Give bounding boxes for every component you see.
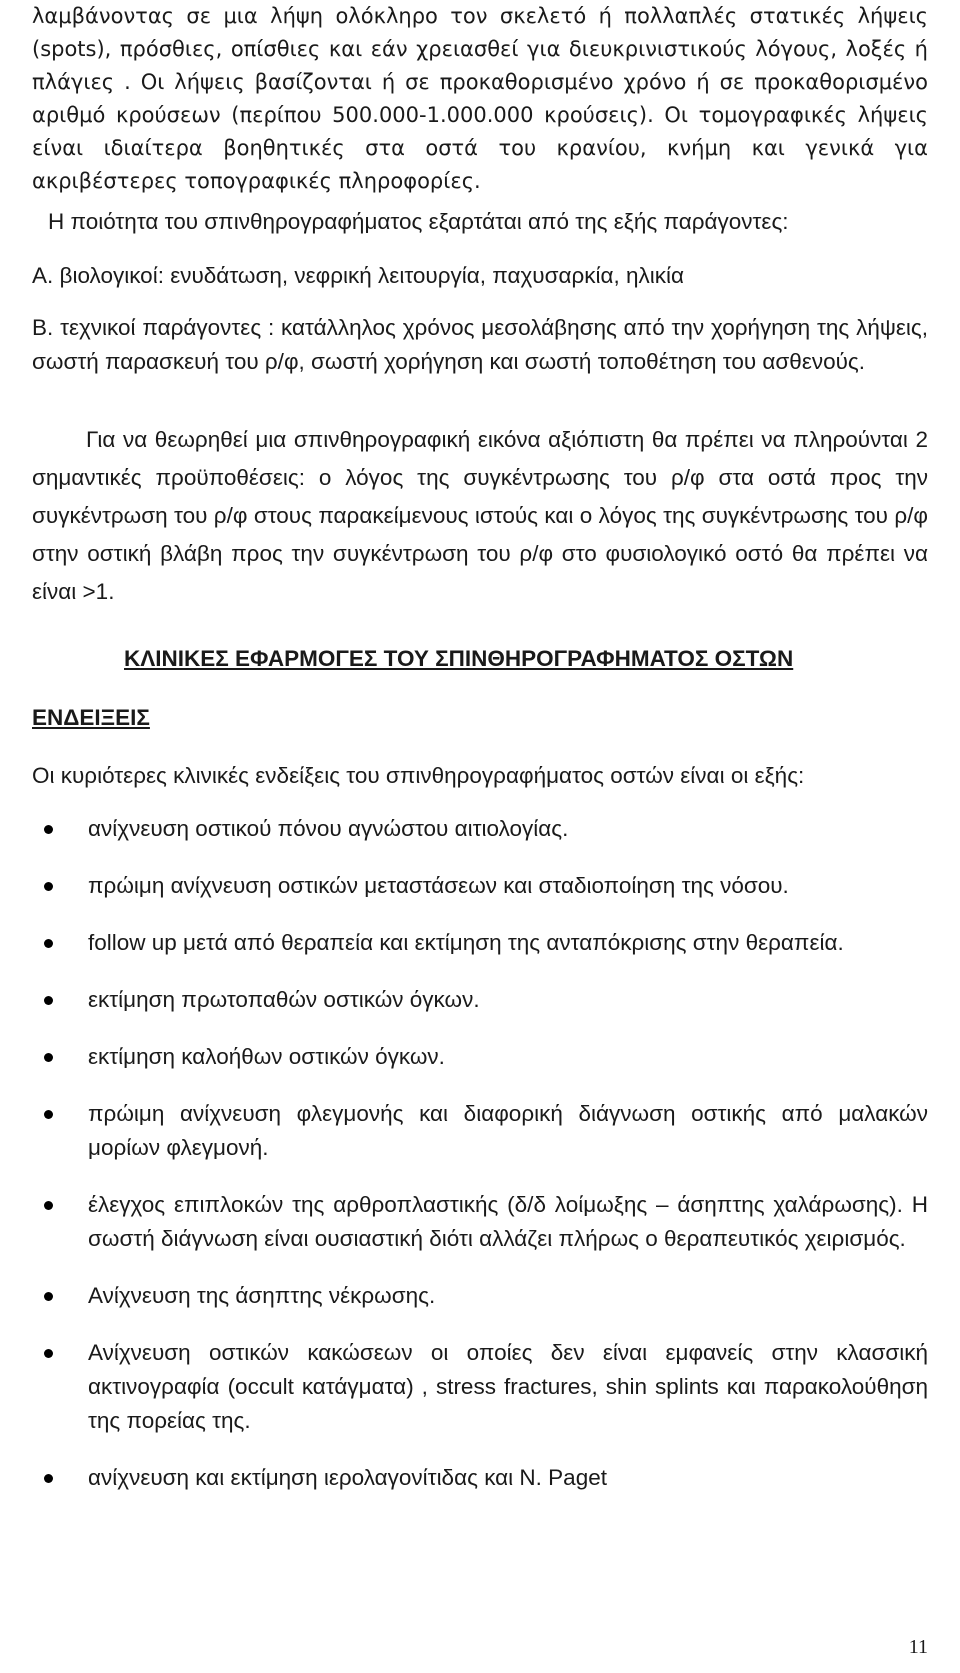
list-item: εκτίμηση πρωτοπαθών οστικών όγκων.	[32, 983, 928, 1017]
bullet-icon	[44, 939, 53, 948]
bullet-icon	[44, 1349, 53, 1358]
quality-intro: Η ποιότητα του σπινθηρογραφήματος εξαρτάται από της εξής παράγοντες:	[48, 209, 789, 234]
section-title: ΚΛΙΝΙΚΕΣ ΕΦΑΡΜΟΓΕΣ ΤΟΥ ΣΠΙΝΘΗΡΟΓΡΑΦΗΜΑΤΟΣ ΟΣΤΩΝ	[124, 646, 794, 671]
bullet-icon	[44, 882, 53, 891]
list-item: Ανίχνευση οστικών κακώσεων οι οποίες δεν είναι εμφανείς στην κλασσική ακτινογραφία (occult κατάγματα) , stress fractures, shin splints και παρακολούθηση της πορείας της.	[32, 1336, 928, 1438]
indications-intro: Οι κυριότερες κλινικές ενδείξεις του σπινθηρογραφήματος οστών είναι οι εξής:	[32, 763, 805, 788]
indications-list	[32, 812, 928, 1518]
intro-paragraph: λαμβάνοντας σε μια λήψη ολόκληρο τον σκελετό ή πολλαπλές στατικές λήψεις (spots), πρόσθιες, οπίσθιες και εάν χρειασθεί για διευκρινιστικούς λόγους, λοξές ή πλάγιες . Οι λήψεις βασίζονται ή σε προκαθορισμένο χρόνο ή σε προκαθορισμένο αριθμό κρούσεων (περίπου 500.000-1.000.000 κρούσεις). Οι τομογραφικές λήψεις είναι ιδιαίτερα βοηθητικές στα οστά του κρανίου, κνήμη και γενικά για ακριβέστερες τοπογραφικές πληροφορίες.	[32, 4, 928, 193]
subsection-title: ΕΝΔΕΙΞΕΙΣ	[32, 705, 150, 730]
list-item: ανίχνευση οστικού πόνου αγνώστου αιτιολογίας.	[32, 812, 928, 846]
list-item: έλεγχος επιπλοκών της αρθροπλαστικής (δ/δ λοίμωξης – άσηπτης χαλάρωσης). Η σωστή διάγνωση είναι ουσιαστική διότι αλλάζει πλήρως ο θεραπευτικός χειρισμός.	[32, 1188, 928, 1256]
bullet-icon	[44, 1292, 53, 1301]
list-item: εκτίμηση καλοήθων οστικών όγκων.	[32, 1040, 928, 1074]
bullet-icon	[44, 1201, 53, 1210]
bullet-icon	[44, 1110, 53, 1119]
list-item: Ανίχνευση της άσηπτης νέκρωσης.	[32, 1279, 928, 1313]
list-item: πρώιμη ανίχνευση φλεγμονής και διαφορική διάγνωση οστικής από μαλακών μορίων φλεγμονή.	[32, 1097, 928, 1165]
list-item: πρώιμη ανίχνευση οστικών μεταστάσεων και σταδιοποίηση της νόσου.	[32, 869, 928, 903]
reliability-paragraph: Για να θεωρηθεί μια σπινθηρογραφική εικόνα αξιόπιστη θα πρέπει να πληρούνται 2 σημαντικές προϋποθέσεις: ο λόγος της συγκέντρωσης του ρ/φ στα οστά προς την συγκέντρωση του ρ/φ στους παρακείμενους ιστούς και ο λόγος της συγκέντρωσης του ρ/φ στην οστική βλάβη προς την συγκέντρωση του ρ/φ στο φυσιολογικό οστό θα πρέπει να είναι >1.	[32, 427, 928, 604]
list-item: follow up μετά από θεραπεία και εκτίμηση της ανταπόκρισης στην θεραπεία.	[32, 926, 928, 960]
document-page	[32, 0, 928, 1673]
bullet-icon	[44, 996, 53, 1005]
factor-a: Α. βιολογικοί: ενυδάτωση, νεφρική λειτουργία, παχυσαρκία, ηλικία	[32, 263, 685, 288]
factor-b: Β. τεχνικοί παράγοντες : κατάλληλος χρόνος μεσολάβησης από την χορήγηση της λήψεις, σωστή παρασκευή του ρ/φ, σωστή χορήγηση και σωστή τοποθέτηση του ασθενούς.	[32, 315, 928, 374]
list-item: ανίχνευση και εκτίμηση ιερολαγονίτιδας και Ν. Paget	[32, 1461, 928, 1495]
bullet-icon	[44, 825, 53, 834]
bullet-icon	[44, 1053, 53, 1062]
bullet-icon	[44, 1474, 53, 1483]
page-number: 11	[908, 1636, 928, 1658]
